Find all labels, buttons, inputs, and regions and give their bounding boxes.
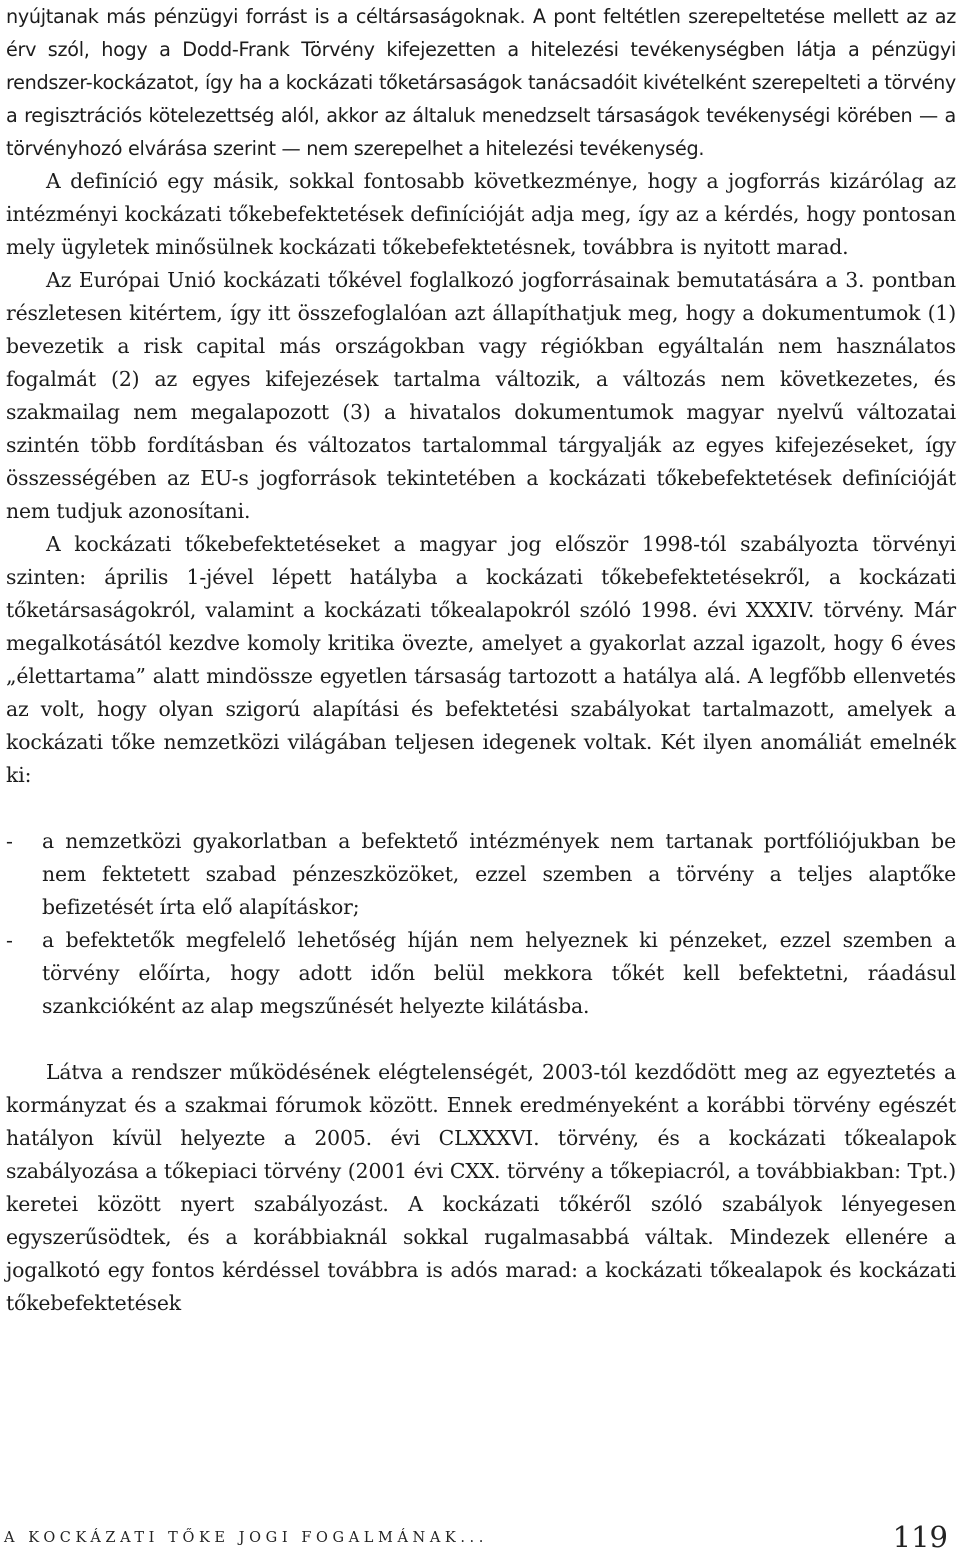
paragraph-definition: A definíció egy másik, sokkal fontosabb következménye, hogy a jogforrás kizárólag az intézményi kockázati tőkebefektetések definícióját adja meg, így az a kérdés, hogy pontosan mely ügyletek minősülnek kockázati tőkebefektetésnek, továbbra is nyitott marad. bbox=[6, 169, 956, 259]
section-gap bbox=[6, 1023, 956, 1056]
anomaly-list bbox=[6, 825, 956, 1023]
paragraph-eu-sources: Az Európai Unió kockázati tőkével foglalkozó jogforrásainak bemutatására a 3. pontban részletesen kitértem, így itt összefoglalóan azt állapíthatjuk meg, hogy a dokumentumok (1) bevezetik a risk capital más országokban vagy régiókban egyáltalán nem használatos fogalmát (2) az egyes kifejezések tartalma változik, a változás nem következetes, és szakmailag nem megalapozott (3) a hivatalos dokumentumok magyar nyelvű változatai szintén több fordításban és változatos tartalommal tárgyalják az egyes kifejezéseket, így összességében az EU-s jogforrások tekintetében a kockázati tőkebefektetések definícióját nem tudjuk azonosítani. bbox=[6, 268, 956, 523]
list-item bbox=[6, 924, 956, 1023]
paragraph-dodd-frank: nyújtanak más pénzügyi forrást is a céltársaságoknak. A pont feltétlen szerepeltetése mellett az az érv szól, hogy a Dodd-Frank Törvény kifejezetten a hitelezési tevékenységben látja a pénzügyi rendszer-kockázatot, így ha a kockázati tőketársaságok tanácsadóit kivételként szerepelteti a törvény a regisztrációs kötelezettség alól, akkor az általuk menedzselt társaságok tevékenységi körében — a törvényhozó elvárása szerint — nem szerepelhet a hitelezési tevékenység. bbox=[6, 5, 956, 160]
running-head: A KOCKÁZATI TŐKE JOGI FOGALMÁNAK... bbox=[4, 1530, 488, 1546]
page-number: 119 bbox=[892, 1520, 948, 1554]
document-page bbox=[6, 0, 956, 1500]
list-marker: - bbox=[6, 928, 13, 952]
paragraph-hungarian-law: A kockázati tőkebefektetéseket a magyar jog először 1998-tól szabályozta törvényi szinten: április 1-jével lépett hatályba a kockázati tőkebefektetésekről, a kockázati tőketársaságokról, valamint a kockázati tőkealapokról szóló 1998. évi XXXIV. törvény. Már megalkotásától kezdve komoly kritika övezte, amelyet a gyakorlat azzal igazolt, hogy 6 éves „élettartama” alatt mindössze egyetlen társaság tartozott a hatálya alá. A legfőbb ellenvetés az volt, hogy olyan szigorú alapítási és befektetési szabályokat tartalmazott, amelyek a kockázati tőke nemzetközi világában teljesen idegenek voltak. Két ilyen anomáliát emelnék ki: bbox=[6, 532, 956, 787]
list-item-text: a nemzetközi gyakorlatban a befektető intézmények nem tartanak portfóliójukban be nem fektetett szabad pénzeszközöket, ezzel szemben a törvény a teljes alaptőke befizetését írta elő alapításkor; bbox=[42, 829, 956, 919]
list-item-text: a befektetők megfelelő lehetőség híján nem helyeznek ki pénzeket, ezzel szemben a törvény előírta, hogy adott időn belül mekkora tőkét kell befektetni, ráadásul szankcióként az alap megszűnését helyezte kilátásba. bbox=[42, 928, 956, 1018]
page-footer bbox=[0, 1520, 960, 1554]
paragraph-reform: Látva a rendszer működésének elégtelenségét, 2003-tól kezdődött meg az egyeztetés a kormányzat és a szakmai fórumok között. Ennek eredményeként a korábbi törvény egészét hatályon kívül helyezte a 2005. évi CLXXXVI. törvény, és a kockázati tőkealapok szabályozása a tőkepiaci törvény (2001 évi CXX. törvény a tőkepiacról, a továbbiakban: Tpt.) keretei között nyert szabályozást. A kockázati tőkéről szóló szabályok lényegesen egyszerűsödtek, és a korábbiaknál sokkal rugalmasabbá váltak. Mindezek ellenére a jogalkotó egy fontos kérdéssel továbbra is adós marad: a kockázati tőkealapok és kockázati tőkebefektetések bbox=[6, 1060, 956, 1315]
list-item bbox=[6, 825, 956, 924]
list-marker: - bbox=[6, 829, 13, 853]
